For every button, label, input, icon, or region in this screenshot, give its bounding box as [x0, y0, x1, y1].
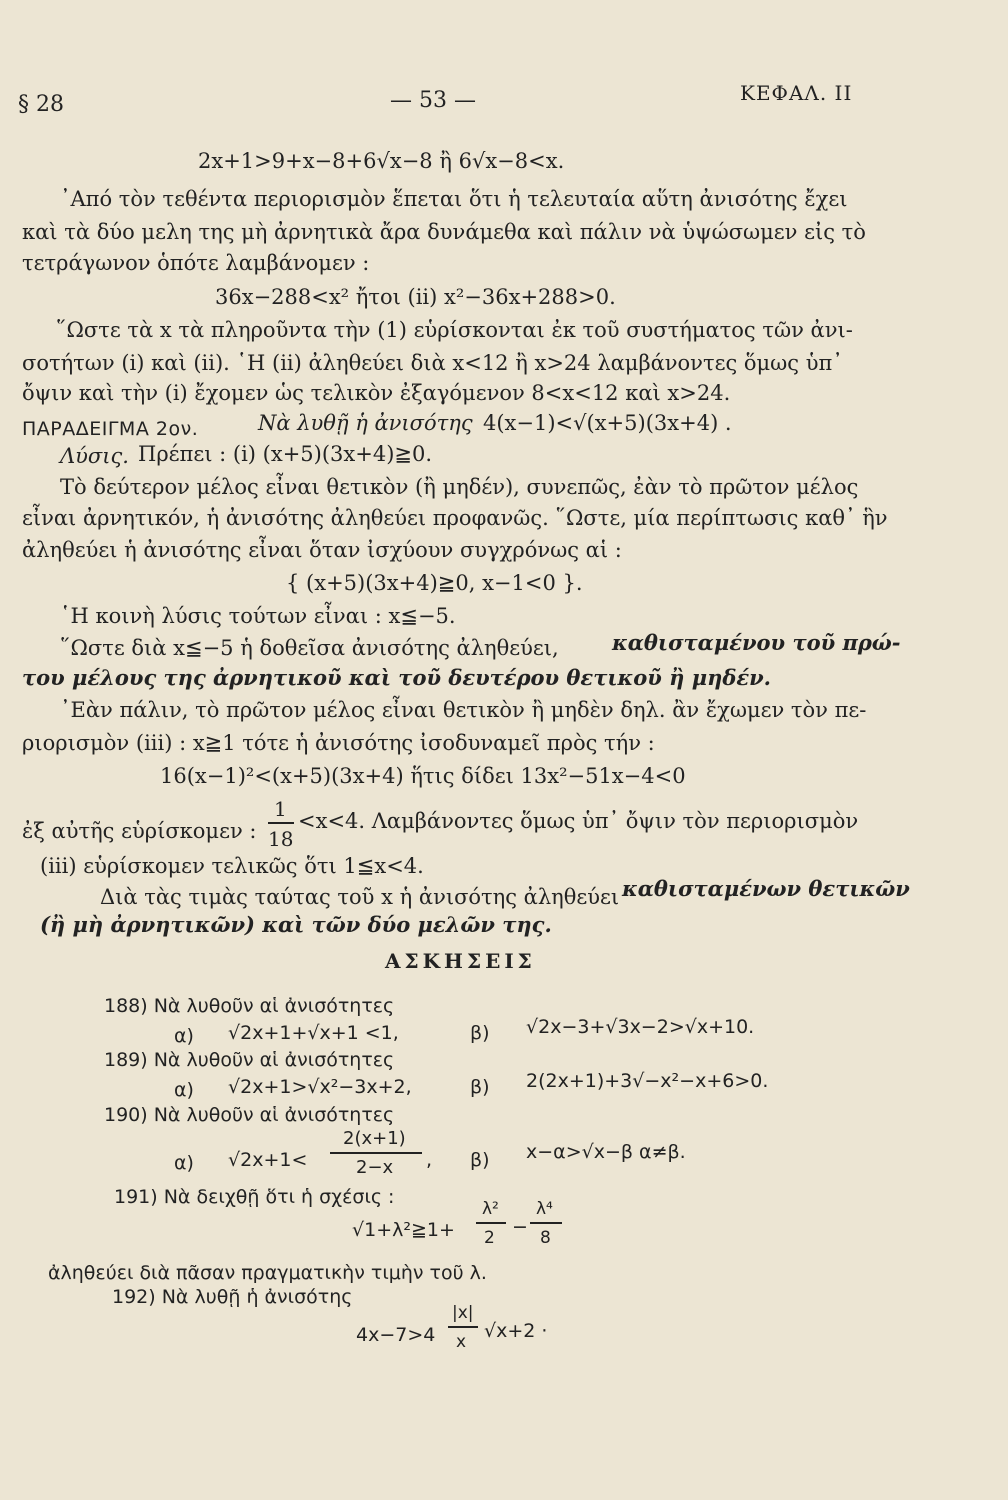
text-line: Πρέπει : (i) (x+5)(3x+4)≧0.: [138, 442, 433, 466]
text-line: εἶναι ἀρνητικόν, ἡ ἀνισότης ἀληθεύει προφανῶς. ῞Ωστε, μία περίπτωσις καθ᾿ ἣν: [22, 506, 888, 530]
emphasis-text: καθισταμένου τοῦ πρώ-: [612, 630, 901, 655]
text-line: σοτήτων (i) καὶ (ii). ῾Η (ii) ἀληθεύει διὰ x<12 ἢ x>24 λαμβάνοντες ὅμως ὑπ᾿: [22, 351, 843, 375]
formula: √2x−3+√3x−2>√x+10.: [526, 1016, 755, 1038]
fraction-bar: [330, 1152, 422, 1154]
text-line: ριορισμὸν (iii) : x≧1 τότε ἡ ἀνισότης ἰσοδυναμεῖ πρὸς τήν :: [22, 731, 655, 755]
formula: 4(x−1)<√(x+5)(3x+4) .: [483, 411, 732, 435]
exercise-label: α): [174, 1152, 194, 1174]
text-line: Νὰ λυθῇ ἡ ἀνισότης: [258, 411, 473, 435]
formula: x−α>√x−β α≠β.: [526, 1141, 686, 1163]
fraction-denominator: 18: [268, 827, 294, 851]
fraction-numerator: |x|: [452, 1303, 474, 1323]
fraction-numerator: λ⁴: [536, 1199, 553, 1219]
exercise-192: 192) Νὰ λυθῇ ἡ ἀνισότης: [112, 1286, 353, 1308]
text-line: ᾿Εὰν πάλιν, τὸ πρῶτον μέλος εἶναι θετικὸν ἢ μηδὲν δηλ. ἂν ἔχωμεν τὸν πε-: [60, 698, 867, 722]
example-label: ΠΑΡΑΔΕΙΓΜΑ 2ον.: [22, 418, 199, 440]
emphasis-text: του μέλους της ἀρνητικοῦ καὶ τοῦ δευτέρου θετικοῦ ἢ μηδέν.: [22, 665, 771, 690]
fraction-denominator: 8: [540, 1228, 551, 1248]
exercise-190: 190) Νὰ λυθοῦν αἱ ἀνισότητες: [104, 1104, 395, 1126]
solution-label: Λύσις.: [60, 444, 129, 468]
formula: √2x+1<: [228, 1149, 308, 1171]
fraction-bar: [476, 1222, 506, 1224]
formula: √1+λ²≧1+: [352, 1219, 455, 1241]
exercises-title: ΑΣΚΗΣΕΙΣ: [385, 949, 536, 973]
fraction-denominator: 2: [484, 1228, 495, 1248]
formula: √2x+1>√x²−3x+2,: [228, 1076, 412, 1098]
text-line: τετράγωνον ὁπότε λαμβάνομεν :: [22, 251, 370, 275]
text-line: <x<4. Λαμβάνοντες ὅμως ὑπ᾿ ὄψιν τὸν περιορισμὸν: [298, 809, 859, 833]
text-line: ῞Ωστε διὰ x≦−5 ἡ δοθεῖσα ἀνισότης ἀληθεύει,: [60, 636, 559, 660]
exercise-191: 191) Νὰ δειχθῇ ὅτι ἡ σχέσις :: [114, 1186, 395, 1208]
text-line: Τὸ δεύτερον μέλος εἶναι θετικὸν (ἢ μηδέν), συνεπῶς, ἐὰν τὸ πρῶτον μέλος: [60, 475, 859, 499]
exercise-188: 188) Νὰ λυθοῦν αἱ ἀνισότητες: [104, 995, 395, 1017]
exercise-label: β): [470, 1022, 490, 1044]
text-line: ᾿Από τὸν τεθέντα περιορισμὸν ἕπεται ὅτι ἡ τελευταία αὕτη ἀνισότης ἔχει: [60, 187, 848, 211]
text-line: ἐξ αὐτῆς εὑρίσκομεν :: [22, 819, 257, 843]
fraction-denominator: 2−x: [356, 1157, 394, 1178]
exercise-label: α): [174, 1079, 194, 1101]
exercise-189: 189) Νὰ λυθοῦν αἱ ἀνισότητες: [104, 1049, 395, 1071]
text-line: 2x+1>9+x−8+6√x−8 ἢ 6√x−8<x.: [198, 149, 565, 173]
fraction-denominator: x: [456, 1332, 467, 1352]
formula: √2x+1+√x+1 <1,: [228, 1022, 399, 1044]
exercise-label: β): [470, 1149, 490, 1171]
fraction-bar: [530, 1222, 562, 1224]
text-line: (iii) εὑρίσκομεν τελικῶς ὅτι 1≦x<4.: [40, 854, 424, 878]
formula: { (x+5)(3x+4)≧0, x−1<0 }.: [286, 571, 583, 595]
fraction-numerator: λ²: [482, 1199, 499, 1219]
fraction-bar: [268, 822, 294, 824]
emphasis-text: καθισταμένων θετικῶν: [622, 876, 910, 901]
formula: √x+2 ·: [484, 1320, 548, 1342]
text-line: ἀληθεύει ἡ ἀνισότης εἶναι ὅταν ἰσχύουν συγχρόνως αἱ :: [22, 538, 622, 562]
page-number: — 53 —: [390, 88, 476, 113]
formula: ,: [426, 1149, 433, 1171]
fraction-numerator: 2(x+1): [343, 1128, 406, 1149]
text-line: ἀληθεύει διὰ πᾶσαν πραγματικὴν τιμὴν τοῦ λ.: [48, 1262, 487, 1284]
exercise-label: β): [470, 1076, 490, 1098]
fraction-numerator: 1: [274, 797, 287, 821]
emphasis-text: (ἢ μὴ ἀρνητικῶν) καὶ τῶν δύο μελῶν της.: [40, 912, 552, 937]
formula: 16(x−1)²<(x+5)(3x+4) ἥτις δίδει 13x²−51x−4<0: [160, 764, 686, 788]
text-line: ὄψιν καὶ τὴν (i) ἔχομεν ὡς τελικὸν ἐξαγόμενον 8<x<12 καὶ x>24.: [22, 381, 731, 405]
text-line: ῾Η κοινὴ λύσις τούτων εἶναι : x≦−5.: [60, 604, 456, 628]
formula: −: [512, 1216, 528, 1238]
section-number: § 28: [18, 92, 64, 117]
text-line: καὶ τὰ δύο μελη της μὴ ἀρνητικὰ ἄρα δυνάμεθα καὶ πάλιν νὰ ὑψώσωμεν εἰς τὸ: [22, 220, 866, 244]
formula: 4x−7>4: [356, 1324, 436, 1346]
chapter-label: ΚΕΦΑΛ. II: [740, 81, 853, 105]
exercise-label: α): [174, 1025, 194, 1047]
text-line: Διὰ τὰς τιμὰς ταύτας τοῦ x ἡ ἀνισότης ἀληθεύει: [100, 885, 620, 909]
text-line: 36x−288<x² ἤτοι (ii) x²−36x+288>0.: [215, 285, 616, 309]
fraction-bar: [448, 1326, 478, 1328]
formula: 2(2x+1)+3√−x²−x+6>0.: [526, 1070, 769, 1092]
text-line: ῞Ωστε τὰ x τὰ πληροῦντα τὴν (1) εὑρίσκονται ἐκ τοῦ συστήματος τῶν ἀνι-: [56, 318, 853, 342]
